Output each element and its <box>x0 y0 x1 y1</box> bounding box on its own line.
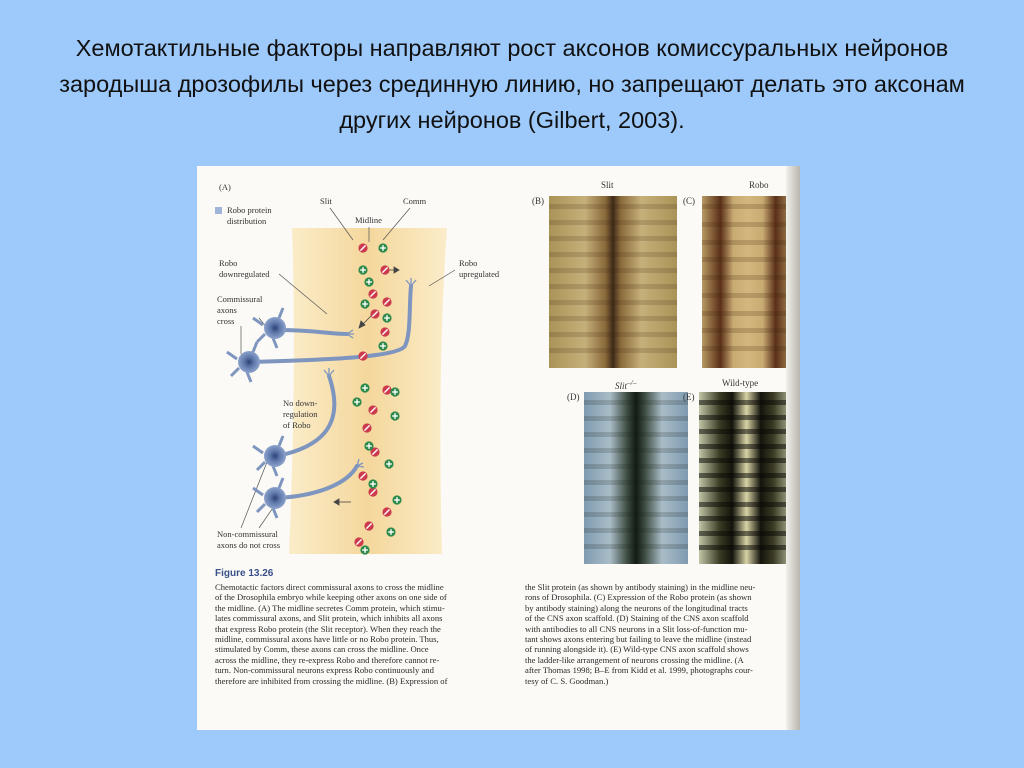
no-downregulation-label: regulation <box>283 409 318 419</box>
caption-line: of running alongside it). (E) Wild-type CNS axon scaffold shows <box>525 644 749 655</box>
caption-line: the midline. (A) The midline secretes Comm protein, which stimu- <box>215 602 445 613</box>
comm-symbol <box>378 341 387 350</box>
photo-texture <box>702 328 794 333</box>
caption-line: Chemotactic factors direct commissural axons to cross the midline <box>215 582 444 592</box>
neuron-cells <box>227 308 286 518</box>
photo-texture <box>699 487 794 492</box>
comm-symbol <box>382 313 391 322</box>
robo-downregulated-label: downregulated <box>219 269 270 279</box>
caption-line: across the midline, they re-express Robo and therefore cannot re- <box>215 654 440 665</box>
photo-texture <box>584 432 688 437</box>
slit-symbol <box>358 471 367 480</box>
panel-c-photo <box>702 196 794 368</box>
photo-texture <box>549 300 677 305</box>
slit-symbol <box>382 385 391 394</box>
photo-texture <box>702 204 794 209</box>
caption-line: the ladder-like arrangement of neurons crossing the midline. (A <box>525 654 744 665</box>
caption-line: by antibody staining) along the neurons of the longitudinal tracts <box>525 602 748 613</box>
panel-d-title-text: Slit <box>615 381 628 391</box>
slit-symbol <box>354 537 363 546</box>
comm-symbol <box>368 479 377 488</box>
slit-symbol <box>368 405 377 414</box>
caption-line: of the Drosophila embryo while keeping other axons on one side of <box>215 592 447 603</box>
photo-texture <box>702 240 794 245</box>
comm-symbol <box>360 545 369 554</box>
photo-texture <box>584 448 688 453</box>
caption-line: tesy of C. S. Goodman.) <box>525 675 609 686</box>
photo-texture <box>702 275 794 280</box>
comm-symbol <box>364 441 373 450</box>
caption-line: of the CNS axon scaffold. (D) Staining of the CNS axon scaffold <box>525 613 749 624</box>
robo-downregulated-label: Robo <box>219 258 238 268</box>
commissural-label: Commissural <box>217 294 263 304</box>
photo-texture <box>549 268 677 273</box>
caption-line: midline, commissural axons have little or no Robo protein. Thus, <box>215 634 439 645</box>
caption-line: rons of Drosophila. (C) Expression of the Robo protein (as shown <box>525 592 752 603</box>
photo-texture <box>699 429 794 434</box>
slit-symbol <box>380 265 389 274</box>
photo-texture <box>699 415 794 420</box>
caption-line: turn. Non-commissural neurons express Robo continuously and <box>215 665 434 676</box>
photo-texture <box>584 400 688 405</box>
comm-symbol <box>360 299 369 308</box>
midline-label: Midline <box>355 215 382 225</box>
panel-d-letter: (D) <box>567 392 580 402</box>
photo-texture <box>584 416 688 421</box>
photo-texture <box>702 293 794 298</box>
figure-number: Figure 13.26 <box>215 568 274 579</box>
panel-e-title: Wild-type <box>722 378 759 388</box>
slit-label: Slit <box>320 196 332 206</box>
caption-line: after Thomas 1998; B–E from Kidd et al. 1999, photographs cour- <box>525 665 753 676</box>
robo-upregulated-label: upregulated <box>459 269 500 279</box>
comm-symbol <box>390 411 399 420</box>
panel-d-superscript: –/– <box>627 378 637 387</box>
panel-c-title: Robo <box>749 180 769 190</box>
photo-texture <box>584 496 688 501</box>
photo-texture <box>699 473 794 478</box>
photo-texture <box>584 464 688 469</box>
caption-line: lates commissural axons, and Slit protein, which inhibits all axons <box>215 613 443 624</box>
panel-e-photo <box>699 392 794 564</box>
comm-symbol <box>360 383 369 392</box>
photo-texture <box>702 257 794 262</box>
panel-b-title: Slit <box>601 180 614 190</box>
caption-line: that express Robo protein (the Slit receptor). When they reach the <box>215 623 441 634</box>
photo-texture <box>549 332 677 337</box>
photo-texture <box>549 204 677 209</box>
non-commissural-label: axons do not cross <box>217 540 281 550</box>
photo-texture <box>549 284 677 289</box>
commissural-label: axons <box>217 305 237 315</box>
comm-symbol <box>352 397 361 406</box>
photo-texture <box>699 531 794 536</box>
caption-line: with antibodies to all CNS neurons in a Slit loss-of-function mu- <box>525 623 748 634</box>
caption-line: tant shows axons entering but failing to leave the midline (instead <box>525 634 752 645</box>
slit-symbol <box>370 309 379 318</box>
photo-texture <box>549 220 677 225</box>
panel-d-title <box>615 378 637 391</box>
legend-text: Robo protein <box>227 205 272 215</box>
slit-symbol <box>382 297 391 306</box>
comm-symbol <box>364 277 373 286</box>
comm-symbol <box>384 459 393 468</box>
photo-texture <box>699 400 794 405</box>
robo-upregulated-label: Robo <box>459 258 478 268</box>
legend-swatch <box>215 207 222 214</box>
caption-right <box>525 582 787 686</box>
photo-texture <box>699 444 794 449</box>
panel-e-letter: (E) <box>683 392 695 402</box>
photo-texture <box>584 544 688 549</box>
slit-symbol <box>368 487 377 496</box>
legend-text: distribution <box>227 216 267 226</box>
comm-symbol <box>378 243 387 252</box>
photo-texture <box>584 528 688 533</box>
comm-label: Comm <box>403 196 427 206</box>
photo-texture <box>584 512 688 517</box>
comm-symbol <box>392 495 401 504</box>
slit-symbol <box>364 521 373 530</box>
photo-texture <box>699 545 794 550</box>
panel-c-letter: (C) <box>683 196 695 206</box>
caption-line: the Slit protein (as shown by antibody staining) in the midline neu- <box>525 582 756 592</box>
photo-texture <box>702 311 794 316</box>
photo-texture <box>699 502 794 507</box>
caption-line: therefore are inhibited from crossing the midline. (B) Expression of <box>215 675 448 686</box>
slit-symbol <box>368 289 377 298</box>
panel-d-photo <box>584 392 688 564</box>
photo-texture <box>699 516 794 521</box>
page-spine <box>786 166 800 730</box>
commissural-label: cross <box>217 316 235 326</box>
caption-line: stimulated by Comm, these axons can cross the midline. Once <box>215 644 429 655</box>
photo-texture <box>702 222 794 227</box>
slide-title: Хемотактильные факторы направляют рост аксонов комиссуральных нейронов зародыша дрозофилы через срединную линию, но запрещают делать это аксонам других нейронов (Gilbert, 2003). <box>59 35 965 133</box>
textbook-page <box>197 166 800 730</box>
comm-symbol <box>358 265 367 274</box>
photo-texture <box>584 480 688 485</box>
panel-b-photo <box>549 196 677 368</box>
slit-symbol <box>380 327 389 336</box>
photo-texture <box>549 348 677 353</box>
photo-texture <box>549 252 677 257</box>
slit-symbol <box>358 351 367 360</box>
caption-left <box>215 582 515 686</box>
slit-symbol <box>382 507 391 516</box>
photo-texture <box>699 458 794 463</box>
no-downregulation-label: of Robo <box>283 420 311 430</box>
panel-b-letter: (B) <box>532 196 544 206</box>
comm-symbol <box>386 527 395 536</box>
photo-texture <box>702 346 794 351</box>
photo-texture <box>549 316 677 321</box>
non-commissural-label: Non-commissural <box>217 529 278 539</box>
no-downregulation-label: No down- <box>283 398 318 408</box>
panel-a-diagram <box>197 166 527 561</box>
comm-symbol <box>390 387 399 396</box>
slit-symbol <box>358 243 367 252</box>
photo-texture <box>549 236 677 241</box>
panel-a-letter: (A) <box>219 182 231 192</box>
slit-symbol <box>362 423 371 432</box>
